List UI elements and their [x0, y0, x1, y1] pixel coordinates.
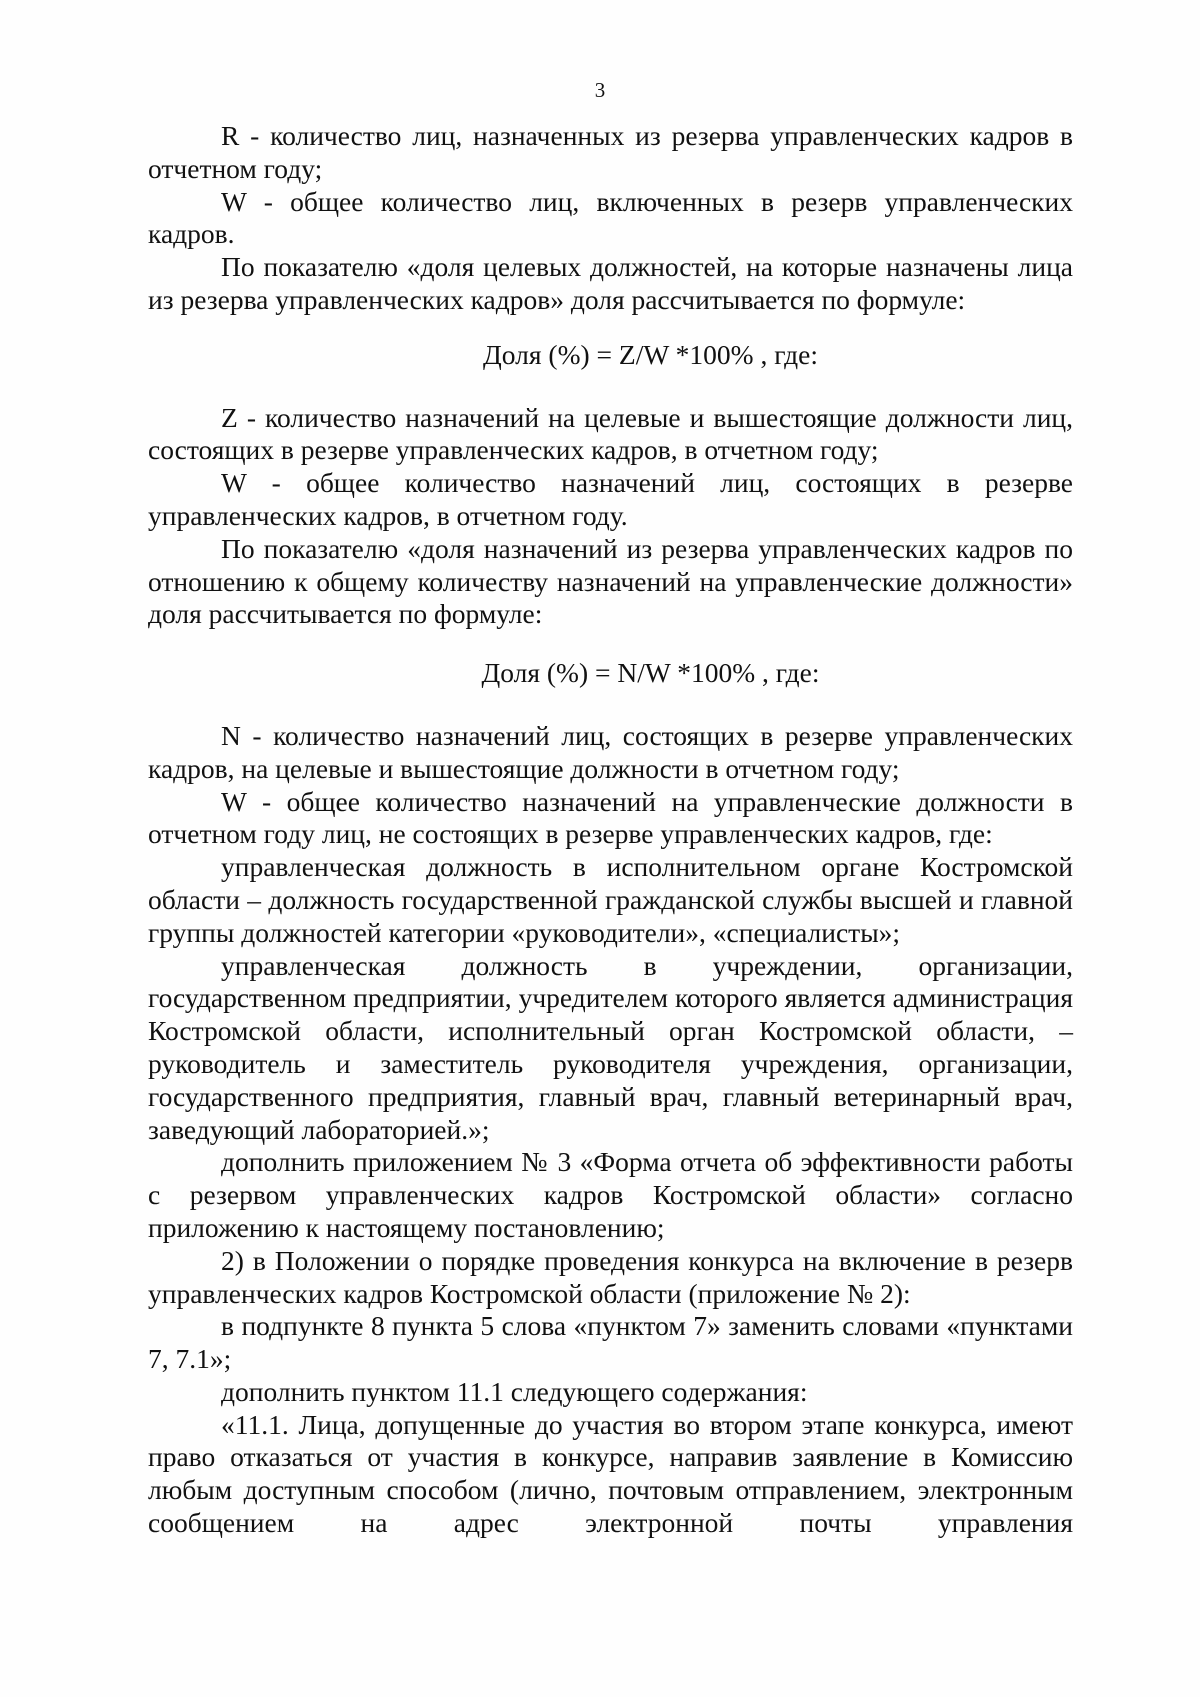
paragraph-subitem-8: в подпункте 8 пункта 5 слова «пунктом 7» заменить словами «пунктами 7, 7.1»; — [148, 1310, 1073, 1375]
formula-n-over-w: Доля (%) = N/W *100% , где: — [481, 657, 820, 689]
page-number: 3 — [594, 78, 606, 102]
paragraph-appendix-3: дополнить приложением № 3 «Форма отчета об эффективности работы с резервом управленческих кадров Костромской области» согласно приложению к настоящему постановлению; — [148, 1146, 1073, 1243]
paragraph-managerial-position-institution: управленческая должность в учреждении, организации, государственном предприятии, учредителем которого является администрация Костромской области, исполнительный орган Костромской области, – руководитель и заместитель руководителя учреждения, организации, государственного предприятия, главный врач, главный ветеринарный врач, заведующий лабораторией.»; — [148, 949, 1073, 1145]
paragraph-indicator-appointments: По показателю «доля назначений из резерва управленческих кадров по отношению к общему количеству назначений на управленческие должности» доля рассчитывается по формуле: — [148, 532, 1073, 630]
paragraph-indicator-target-positions: По показателю «доля целевых должностей, на которые назначены лица из резерва управленческих кадров» доля рассчитывается по формуле: — [148, 251, 1073, 315]
paragraph-managerial-position-executive: управленческая должность в исполнительном органе Костромской области – должность государственной гражданской службы высшей и главной группы должностей категории «руководители», «специалисты»; — [148, 851, 1073, 948]
paragraph-z-definition: Z - количество назначений на целевые и вышестоящие должности лиц, состоящих в резерве управленческих кадров, в отчетном году; — [148, 401, 1073, 466]
paragraph-item-11-1: «11.1. Лица, допущенные до участия во втором этапе конкурса, имеют право отказаться от участия в конкурсе, направив заявление в Комиссию любым доступным способом (лично, почтовым отправлением, электронным сообщением на адрес электронной почты управления — [148, 1408, 1073, 1539]
paragraph-add-item-11-1: дополнить пунктом 11.1 следующего содержания: — [221, 1375, 808, 1407]
paragraph-r-definition: R - количество лиц, назначенных из резерва управленческих кадров в отчетном году; — [148, 120, 1073, 184]
paragraph-w-definition-3: W - общее количество назначений на управленческие должности в отчетном году лиц, не состоящих в резерве управленческих кадров, где: — [148, 785, 1073, 850]
formula-z-over-w: Доля (%) = Z/W *100% , где: — [483, 338, 818, 370]
paragraph-item-2: 2) в Положении о порядке проведения конкурса на включение в резерв управленческих кадров Костромской области (приложение № 2): — [148, 1244, 1073, 1309]
paragraph-w-definition-2: W - общее количество назначений лиц, состоящих в резерве управленческих кадров, в отчетном году. — [148, 467, 1073, 531]
paragraph-w-definition: W - общее количество лиц, включенных в резерв управленческих кадров. — [148, 185, 1073, 250]
paragraph-n-definition: N - количество назначений лиц, состоящих в резерве управленческих кадров, на целевые и вышестоящие должности в отчетном году; — [148, 719, 1073, 784]
document-body — [148, 120, 1073, 1540]
